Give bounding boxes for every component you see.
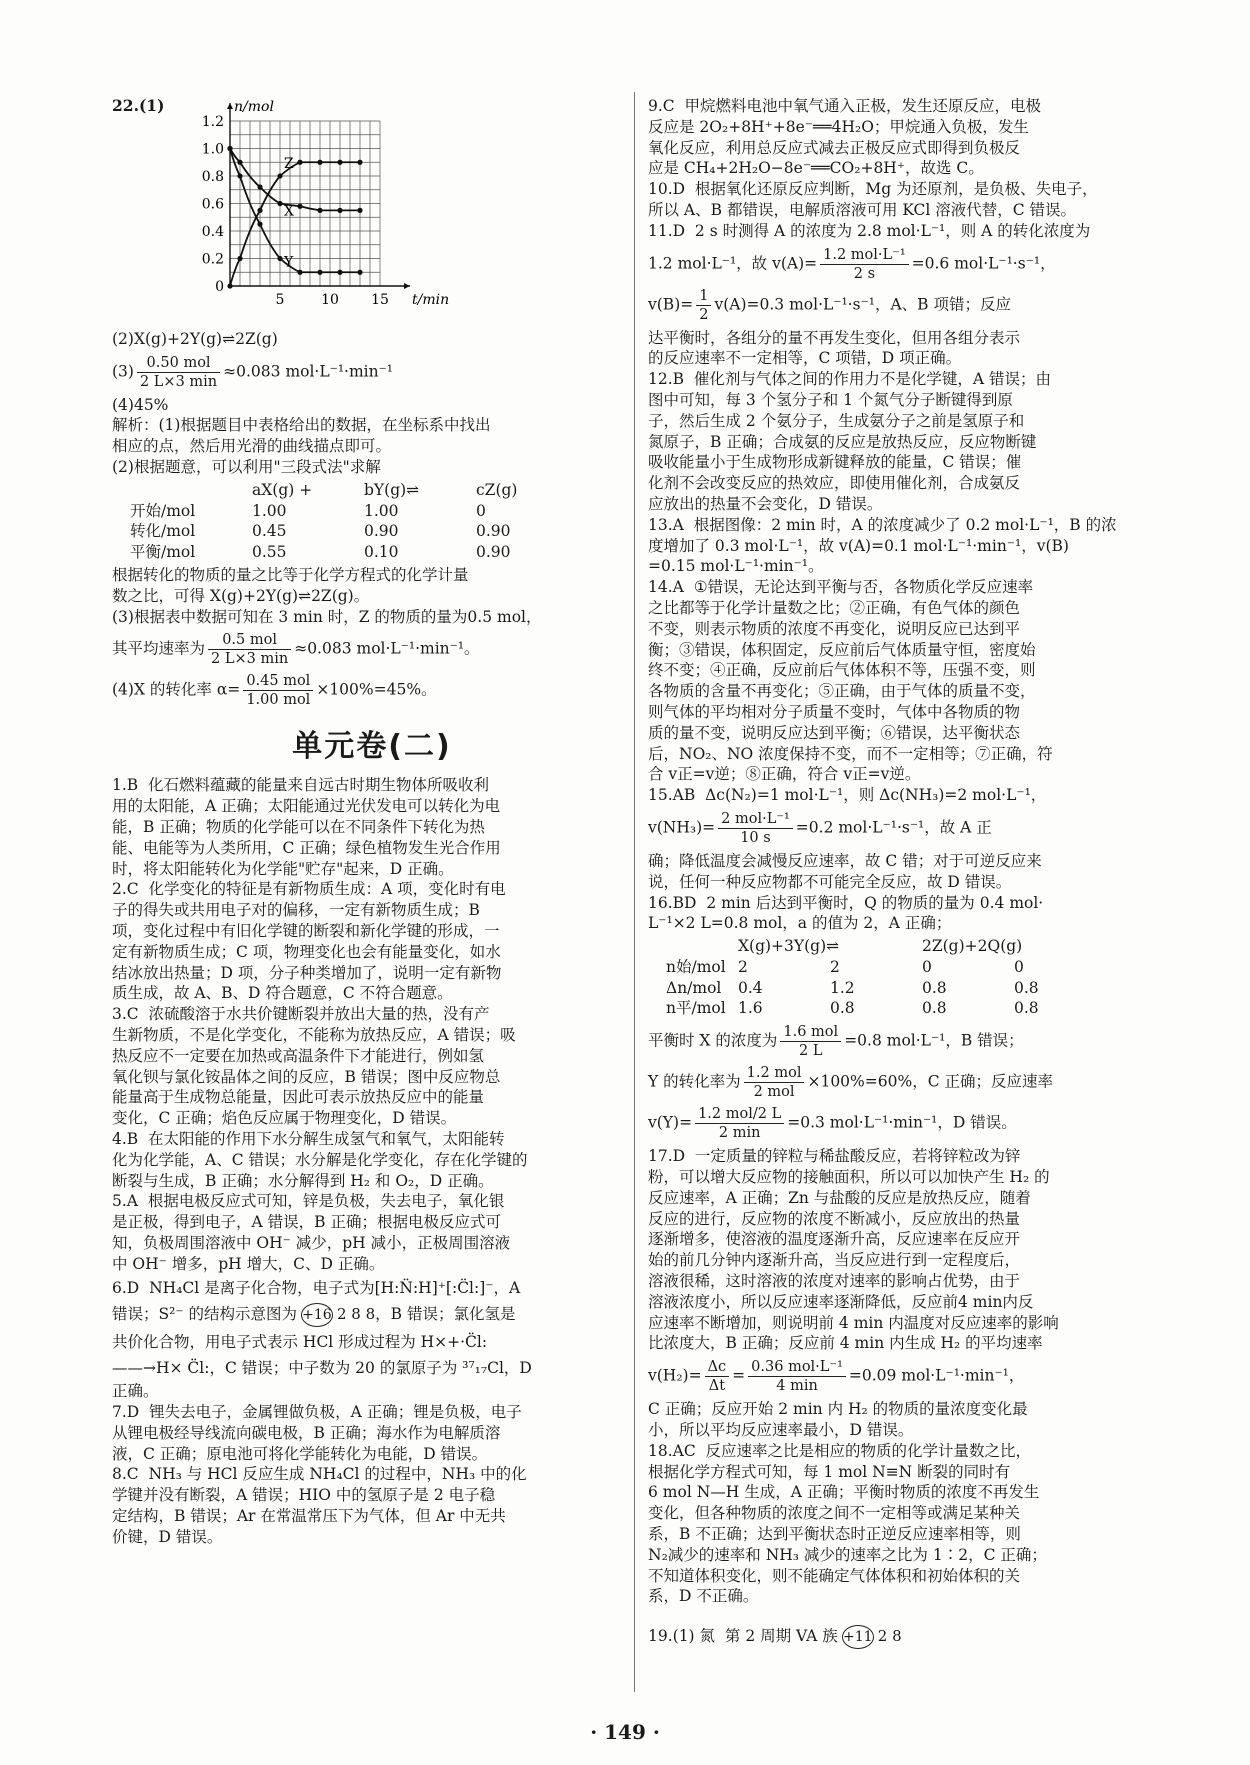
text-line: 能量高于生成物总能量，因此可表示放热反应中的能量 — [112, 1088, 485, 1107]
q15-formula — [648, 810, 1168, 847]
frac-num: 0.36 mol·L⁻¹ — [748, 1358, 846, 1377]
text-line: 中 OH⁻ 增多，pH 增大，C、D 正确。 — [112, 1254, 385, 1273]
right-text-e — [648, 1399, 1168, 1607]
text-line: 应放出的热量不会变化，D 错误。 — [648, 494, 883, 513]
table-row — [130, 542, 588, 563]
text-line: 2.C 化学变化的特征是有新物质生成：A 项，变化时有电 — [112, 880, 506, 899]
table-cell: n始/mol — [666, 957, 726, 976]
data-point-Y — [337, 270, 342, 275]
frac-tail: ×100%=60%，C 正确；反应速率 — [807, 1072, 1053, 1091]
data-point-Y — [277, 256, 282, 261]
data-point-X — [237, 160, 242, 165]
formula-prefix: v(B)= — [648, 295, 694, 314]
text-line: 应速率不断增加，则说明前 4 min 内温度对反应速率的影响 — [648, 1313, 1059, 1332]
section-title: 单元卷(二) — [292, 729, 452, 765]
series-label-Z: Z — [284, 156, 294, 172]
q22-formula-3: (3) $\frac{\text{0.50 mol}}{2 L\times 3 \min}$ ≈0.083 mol·L⁻¹·min⁻¹ — [112, 354, 394, 390]
text-line: 反应速率，A 正确；Zn 与盐酸的反应是放热反应，随着 — [648, 1188, 1031, 1207]
series-label-Y: Y — [284, 254, 294, 271]
data-point-X — [257, 184, 262, 189]
q16-formula-2 — [648, 1064, 1168, 1101]
frac-den: 2 L — [799, 1043, 823, 1060]
text-line: 质生成，故 A、B、D 符合题意，C 不符合题意。 — [112, 984, 453, 1003]
y-tick-label: 0.4 — [201, 224, 224, 240]
y-axis-arrow — [227, 103, 233, 109]
frac-num: 2 mol·L⁻¹ — [718, 810, 793, 829]
text-line: 知，负极周围溶液中 OH⁻ 减少，pH 减小，正极周围溶液 — [112, 1233, 511, 1252]
right-text-d — [648, 1146, 1168, 1354]
text-line: 12.B 催化剂与气体之间的作用力不是化学键，A 错误；由 — [648, 370, 1052, 389]
table-cell: 0 — [476, 501, 486, 520]
text-line: 变化，C 正确；焰色反应属于物理变化，D 错误。 — [112, 1109, 457, 1128]
table-cell: cZ(g) — [476, 480, 518, 499]
right-text-a — [648, 96, 1168, 242]
q22-line-4: (4)45% — [112, 395, 169, 414]
three-stage-table-2 — [666, 936, 1106, 1019]
left-body-text — [112, 775, 632, 1274]
text-line: 说，任何一种反应物都不可能完全反应，故 D 错误。 — [648, 872, 1012, 891]
text-line: 用的太阳能，A 正确；太阳能通过光伏发电可以转化为电 — [112, 797, 501, 816]
text-line: 热反应不一定要在加热或高温条件下才能进行，例如氢 — [112, 1046, 485, 1065]
y-tick-label: 1.2 — [201, 114, 224, 130]
text-line: 确；降低温度会减慢反应速率，故 C 错；对于可逆反应来 — [648, 851, 1042, 870]
text-line: 变化，但各种物质的浓度之间不一定相等或满足某种关 — [648, 1504, 1021, 1523]
text-line: 始的前几分钟内逐渐升高，当反应进行到一定程度后， — [648, 1251, 1021, 1270]
y-tick-label: 1.0 — [201, 141, 224, 158]
frac-tail: =0.8 mol·L⁻¹，B 错误； — [844, 1031, 1024, 1050]
left-tail-text — [112, 1402, 632, 1548]
text-line: 8.C NH₃ 与 HCl 反应生成 NH₄Cl 的过程中，NH₃ 中的化 — [112, 1465, 527, 1484]
page-number: · 149 · — [590, 1720, 660, 1744]
analysis-line: 解析：(1)根据题目中表格给出的数据，在坐标系中找出 — [112, 416, 491, 435]
q6-text: 错误；S²⁻ 的结构示意图为 — [112, 1305, 297, 1324]
text-line: 化为化学能，A、C 错误；水分解是化学变化，存在化学键的 — [112, 1150, 528, 1169]
electron-shells: 2 8 — [877, 1627, 902, 1646]
text-line: 时，将太阳能转化为化学能"贮存"起来，D 正确。 — [112, 859, 454, 878]
nucleus-icon: +11 — [842, 1625, 874, 1649]
frac-den: 2 L×3 min — [211, 651, 289, 668]
nucleus-icon: +16 — [301, 1303, 333, 1327]
text-line: 达平衡时，各组分的量不再发生变化，但用各组分表示 — [648, 328, 1021, 347]
analysis-line: 相应的点，然后用光滑的曲线描点即可。 — [112, 437, 392, 456]
text-line: 子的得失或共用电子对的偏移，一定有新物质生成；B — [112, 901, 480, 920]
text-line: 能、电能等为人类所用，C 正确；绿色植物发生光合作用 — [112, 838, 501, 857]
q17-formula — [648, 1358, 1168, 1395]
frac-den: 1.00 mol — [246, 692, 311, 709]
x-tick-label: 15 — [371, 292, 389, 308]
frac-den: 2 min — [718, 1125, 761, 1142]
q6-line: ——→H× C̈l:，C 错误；中子数为 20 的氯原子为 ³⁷₁₇Cl，D — [112, 1359, 532, 1378]
text-line: C 正确；反应开始 2 min 内 H₂ 的物质的量浓度变化最 — [648, 1400, 1028, 1419]
q6-line: 共价化合物，用电子式表示 HCl 形成过程为 H×+·C̈l: — [112, 1333, 488, 1352]
text-line: 子，然后生成 2 个氨分子，生成氨分子之前是氢原子和 — [648, 411, 1025, 430]
text-line: 度增加了 0.3 mol·L⁻¹，故 v(A)=0.1 mol·L⁻¹·min⁻¹，v(B) — [648, 536, 1069, 555]
text-line: N₂减少的速率和 NH₃ 减少的速率之比为 1∶2，C 正确； — [648, 1545, 1047, 1564]
text-line: 3.C 浓硫酸溶于水共价键断裂并放出大量的热，没有产 — [112, 1005, 490, 1024]
frac-num: 1.6 mol — [780, 1023, 841, 1042]
formula-prefix: (4)X 的转化率 α= — [112, 680, 241, 699]
data-point-Y — [227, 146, 232, 151]
series-line-Z — [230, 162, 360, 286]
text-line: 溶液浓度小，所以反应速率逐渐降低，反应前4 min内反 — [648, 1292, 1034, 1311]
data-point-X — [337, 208, 342, 213]
text-line: 反应是 2O₂+8H⁺+8e⁻══4H₂O；甲烷通入负极，发生 — [648, 117, 1029, 136]
formula-prefix: 平衡时 X 的浓度为 — [648, 1031, 778, 1050]
data-point-Z — [317, 160, 322, 165]
text-line: 价键，D 错误。 — [112, 1527, 223, 1546]
frac-num: 1.2 mol·L⁻¹ — [820, 246, 909, 265]
text-line: 系，D 不正确。 — [648, 1587, 759, 1606]
frac-tail: =0.09 mol·L⁻¹·min⁻¹， — [848, 1366, 1025, 1385]
data-point-Z — [357, 160, 362, 165]
x-axis-label: t/min — [412, 292, 450, 308]
frac-den: 10 s — [740, 829, 771, 846]
text-line: 应是 CH₄+2H₂O−8e⁻══CO₂+8H⁺，故选 C。 — [648, 159, 984, 178]
text-line: 质的量不变，说明反应达到平衡；⑥错误，达平衡状态 — [648, 723, 1021, 742]
formula-mid: = — [732, 1366, 746, 1385]
table-cell — [130, 480, 252, 501]
text-line: 不变，则表示物质的浓度不再变化，说明反应已达到平 — [648, 619, 1021, 638]
data-point-Z — [277, 173, 282, 178]
y-tick-label: 0.8 — [201, 169, 224, 185]
data-point-Z — [337, 160, 342, 165]
text-line: 反应的进行，反应物的浓度不断减小，反应放出的热量 — [648, 1209, 1021, 1228]
text-line: 粉，可以增大反应物的接触面积，所以可以加快产生 H₂ 的 — [648, 1168, 1050, 1187]
text-line: 衡；③错误，体积固定，反应前后气体质量守恒，密度始 — [648, 640, 1036, 659]
data-point-Y — [357, 270, 362, 275]
text-line: 定有新物质生成；C 项，物理变化也会有能量变化，如水 — [112, 942, 501, 961]
right-text-b — [648, 328, 1168, 806]
table-cell: X(g)+3Y(g)⇌ — [738, 937, 840, 956]
text-line: 合 v正=v逆；⑧正确，符合 v正=v逆。 — [648, 765, 921, 784]
table-cell: 0.8 — [1014, 978, 1039, 997]
frac-num: 0.5 mol — [208, 631, 291, 650]
frac-tail: ≈0.083 mol·L⁻¹·min⁻¹。 — [294, 639, 480, 658]
formula-prefix: 1.2 mol·L⁻¹，故 v(A)= — [648, 254, 818, 273]
text-line: 各物质的含量不再变化；⑤正确，由于气体的质量不变， — [648, 682, 1036, 701]
x-tick-label: 10 — [321, 292, 339, 308]
q11-formula-2 — [648, 287, 1168, 324]
text-line: 溶液很稀，这时溶液的浓度对速率的影响占优势，由于 — [648, 1272, 1021, 1291]
text-line: 小，所以平均反应速率最小，D 错误。 — [648, 1421, 914, 1440]
analysis-line: (2)根据题意，可以利用"三段式法"求解 — [112, 457, 381, 476]
q6-text: ，B 错误；氯化氢是 — [375, 1305, 516, 1324]
data-point-Z — [237, 256, 242, 261]
right-column — [648, 96, 1168, 1651]
text-line: 后，NO₂、NO 浓度保持不变，而不一定相等；⑦正确，符 — [648, 744, 1053, 763]
table-cell: bY(g)⇌ — [364, 480, 420, 499]
table-cell: aX(g) + — [252, 480, 313, 499]
text-line: 17.D 一定质量的锌粒与稀盐酸反应，若将锌粒改为锌 — [648, 1147, 1021, 1166]
frac-num: 1.2 mol/2 L — [695, 1105, 784, 1124]
text-line: 氧化反应，利用总反应式减去正极反应式即得到负极反 — [648, 138, 1021, 157]
table-cell: 2Z(g)+2Q(g) — [922, 937, 1023, 956]
y-tick-label: 0.6 — [201, 196, 224, 213]
text-line: 10.D 根据氧化还原反应判断，Mg 为还原剂，是负极、失电子， — [648, 180, 1098, 199]
data-point-Z — [257, 208, 262, 213]
text-line: 所以 A、B 都错误，电解质溶液可用 KCl 溶液代替，C 错误。 — [648, 200, 1077, 219]
q19-text: 19.(1) 氮 第 2 周期 VA 族 — [648, 1627, 838, 1646]
data-point-X — [297, 204, 302, 209]
formula-prefix: 其平均速率为 — [112, 639, 206, 658]
frac-den: 2 L×3 min — [139, 373, 218, 390]
text-line: 氮原子，B 正确；合成氨的反应是放热反应，反应物断键 — [648, 432, 1037, 451]
frac-num: 1 — [696, 287, 711, 306]
text-line: 断裂与生成，B 正确；水分解得到 H₂ 和 O₂，D 正确。 — [112, 1171, 494, 1190]
text-line: 吸收能量小于生成物形成新键释放的能量，C 错误；催 — [648, 453, 1022, 472]
text-line: 1.B 化石燃料蕴藏的能量来自远古时期生物体所吸收利 — [112, 776, 490, 795]
table-cell: 0.8 — [922, 999, 947, 1018]
table-cell: 转化/mol — [130, 522, 196, 541]
text-line: 15.AB Δc(N₂)=1 mol·L⁻¹，则 Δc(NH₃)=2 mol·L⁻¹， — [648, 786, 1047, 805]
text-line: 的反应速率不一定相等，C 项错，D 项正确。 — [648, 349, 962, 368]
table-cell: 1.6 — [738, 999, 763, 1018]
text-line: 6 mol N—H 生成，A 正确；平衡时物质的浓度不再发生 — [648, 1483, 1040, 1502]
right-text-c — [648, 851, 1168, 934]
q16-formula-3 — [648, 1105, 1168, 1142]
text-line: 14.A ①错误，无论达到平衡与否，各物质化学反应速率 — [648, 578, 1034, 597]
text-line: 9.C 甲烷燃料电池中氧气通入正极，发生还原反应，电极 — [648, 97, 1042, 115]
chart-axes — [227, 103, 410, 289]
analysis-formula-3 — [112, 672, 632, 709]
frac-den: 4 min — [776, 1378, 818, 1395]
frac-tail: ≈0.083 mol·L⁻¹·min⁻¹ — [223, 362, 394, 381]
text-line: 18.AC 反应速率之比是相应的物质的化学计量数之比， — [648, 1441, 1032, 1460]
table-header-row — [666, 936, 1106, 957]
text-line: 13.A 根据图像：2 min 时，A 的浓度减少了 0.2 mol·L⁻¹，B 的浓 — [648, 515, 1117, 534]
analysis-line: (3)根据表中数据可知在 3 min 时，Z 的物质的量为0.5 mol， — [112, 607, 542, 626]
table-cell: 0.90 — [476, 543, 511, 562]
frac-num: 0.50 mol — [137, 354, 220, 373]
table-cell: 0.90 — [364, 522, 399, 541]
frac-num: 1.2 mol — [744, 1064, 805, 1083]
table-cell: 1.00 — [364, 501, 399, 520]
text-line: 氧化钡与氯化铵晶体之间的反应，B 错误；图中反应物总 — [112, 1067, 501, 1086]
text-line: 比浓度大，B 正确；反应前 4 min 内生成 H₂ 的平均速率 — [648, 1334, 1043, 1353]
frac-tail: =0.3 mol·L⁻¹·min⁻¹，D 错误。 — [787, 1113, 1017, 1132]
data-point-X — [357, 208, 362, 213]
table-cell: 1.00 — [252, 501, 287, 520]
frac-tail: v(A)=0.3 mol·L⁻¹·s⁻¹，A、B 项错；反应 — [714, 295, 1011, 314]
frac-den: 2 mol — [753, 1084, 795, 1101]
text-line: 从锂电极经导线流向碳电极，B 正确；海水作为电解质溶 — [112, 1423, 501, 1442]
y-tick-label: 0 — [215, 279, 224, 295]
table-cell: 0.8 — [1014, 999, 1039, 1018]
q11-formula — [648, 246, 1168, 283]
analysis-formula-2 — [112, 631, 632, 668]
frac-den: 2 — [699, 306, 709, 323]
frac-num: Δc — [705, 1358, 730, 1377]
table-row — [130, 521, 588, 542]
data-point-Z — [227, 283, 232, 288]
text-line: =0.15 mol·L⁻¹·min⁻¹。 — [648, 557, 824, 576]
data-point-Z — [297, 160, 302, 165]
text-line: 化剂不会改变反应的热效应，即使用催化剂，合成氨反 — [648, 474, 1021, 493]
frac-tail: ×100%=45%。 — [316, 680, 437, 699]
series-label-X: X — [284, 203, 294, 220]
electron-shells: 2 8 8 — [336, 1305, 376, 1324]
frac-tail: =0.2 mol·L⁻¹·s⁻¹，故 A 正 — [795, 818, 992, 837]
table-row — [666, 957, 1106, 978]
text-line: 定结构，B 错误；Ar 在常温常压下为气体，但 Ar 中无共 — [112, 1507, 506, 1526]
data-point-Y — [317, 270, 322, 275]
text-line: 逐渐增多，使溶液的温度逐渐升高，反应速率在反应开 — [648, 1230, 1021, 1249]
text-line: 11.D 2 s 时测得 A 的浓度为 2.8 mol·L⁻¹，则 A 的转化浓度为 — [648, 221, 1091, 240]
formula-prefix: v(NH₃)= — [648, 818, 716, 837]
y-axis-label: n/mol — [234, 99, 274, 115]
q6-line: 正确。 — [112, 1382, 159, 1401]
text-line: 则气体的平均相对分子质量不变时，气体中各物质的物 — [648, 702, 1021, 721]
formula-prefix: Y 的转化率为 — [648, 1072, 741, 1091]
y-tick-label: 0.2 — [201, 251, 224, 268]
column-divider — [634, 92, 635, 1692]
analysis-line: 数之比，可得 X(g)+2Y(g)⇌2Z(g)。 — [112, 586, 370, 605]
q22-line-2: (2)X(g)+2Y(g)⇌2Z(g) — [112, 329, 278, 348]
table-cell: n平/mol — [666, 999, 726, 1018]
table-cell: 2 — [738, 957, 748, 976]
text-line: 不知道体积变化，则不能确定气体体积和初始体积的关 — [648, 1566, 1021, 1585]
q16-formula-1 — [648, 1023, 1168, 1060]
table-cell: 0.10 — [364, 543, 399, 562]
table-header-row — [130, 480, 588, 501]
text-line: 学键并没有断裂，A 错误；HIO 中的氢原子是 2 电子稳 — [112, 1486, 496, 1505]
table-cell: 0 — [922, 957, 932, 976]
table-cell: 2 — [830, 957, 840, 976]
text-line: 7.D 锂失去电子，金属锂做负极，A 正确；锂是负极，电子 — [112, 1403, 522, 1422]
text-line: 之比都等于化学计量数之比；②正确，有色气体的颜色 — [648, 598, 1021, 617]
frac-num: 0.45 mol — [243, 672, 313, 691]
text-line: 液，C 正确；原电池可将化学能转化为电能，D 错误。 — [112, 1444, 488, 1463]
data-point-Y — [237, 173, 242, 178]
frac-den: Δt — [708, 1378, 726, 1395]
table-row — [130, 501, 588, 522]
q22-label: 22.(1) — [112, 96, 165, 115]
q6-line — [112, 1299, 632, 1329]
text-line: 5.A 根据电极反应式可知，锌是负极，失去电子，氧化银 — [112, 1192, 505, 1211]
text-line: 16.BD 2 min 后达到平衡时，Q 的物质的量为 0.4 mol· — [648, 893, 1044, 912]
table-cell: 0 — [1014, 957, 1024, 976]
text-line: 图中可知，每 3 个氢分子和 1 个氮气分子断键得到原 — [648, 390, 1013, 409]
table-cell: 0.8 — [830, 999, 855, 1018]
table-cell: Δn/mol — [666, 978, 722, 997]
table-cell: 开始/mol — [130, 501, 196, 520]
text-line: 4.B 在太阳能的作用下水分解生成氢气和氧气，太阳能转 — [112, 1129, 505, 1148]
data-point-Y — [257, 222, 262, 227]
data-point-X — [277, 201, 282, 206]
table-cell — [666, 936, 738, 957]
x-tick-label: 5 — [275, 292, 285, 308]
q19-line — [648, 1621, 1168, 1651]
table-cell: 1.2 — [830, 978, 855, 997]
data-point-Y — [297, 270, 302, 275]
frac-den: 2 s — [853, 265, 876, 282]
text-line: 根据化学方程式可知，每 1 mol N≡N 断裂的同时有 — [648, 1462, 1011, 1481]
formula-prefix: v(H₂)= — [648, 1366, 702, 1385]
table-cell: 0.8 — [922, 978, 947, 997]
line-chart — [170, 96, 450, 326]
text-line: 项，变化过程中有旧化学键的断裂和新化学键的形成，一 — [112, 921, 500, 940]
table-cell: 0.90 — [476, 522, 511, 541]
analysis-line: 根据转化的物质的量之比等于化学方程式的化学计量 — [112, 565, 469, 584]
table-cell: 0.55 — [252, 543, 287, 562]
table-row — [666, 998, 1106, 1019]
text-line: 能，B 正确；物质的化学能可以在不同条件下转化为热 — [112, 817, 485, 836]
frac-tail: =0.6 mol·L⁻¹·s⁻¹， — [911, 254, 1056, 273]
table-cell: 0.4 — [738, 978, 763, 997]
text-line: L⁻¹×2 L=0.8 mol，a 的值为 2，A 正确； — [648, 914, 952, 933]
text-line: 系，B 不正确；达到平衡状态时正逆反应速率相等，则 — [648, 1525, 1021, 1544]
q6-line: 6.D NH₄Cl 是离子化合物，电子式为[H:N̈:H]⁺[:C̈l:]⁻，A — [112, 1279, 521, 1298]
formula-prefix: v(Y)= — [648, 1113, 693, 1132]
text-line: 是正极，得到电子，A 错误，B 正确；根据电极反应式可 — [112, 1213, 501, 1232]
three-stage-table — [130, 480, 588, 563]
x-axis-arrow — [404, 283, 410, 289]
text-line: 生新物质，不是化学变化，不能称为放热反应，A 错误；吸 — [112, 1025, 516, 1044]
text-line: 终不变；④正确，反应前后气体体积不等，压强不变，则 — [648, 661, 1036, 680]
chart-grid — [230, 121, 380, 286]
table-cell: 0.45 — [252, 522, 287, 541]
text-line: 结冰放出热量；D 项，分子种类增加了，说明一定有新物 — [112, 963, 502, 982]
table-row — [666, 978, 1106, 999]
data-point-X — [317, 208, 322, 213]
table-cell: 平衡/mol — [130, 543, 196, 562]
